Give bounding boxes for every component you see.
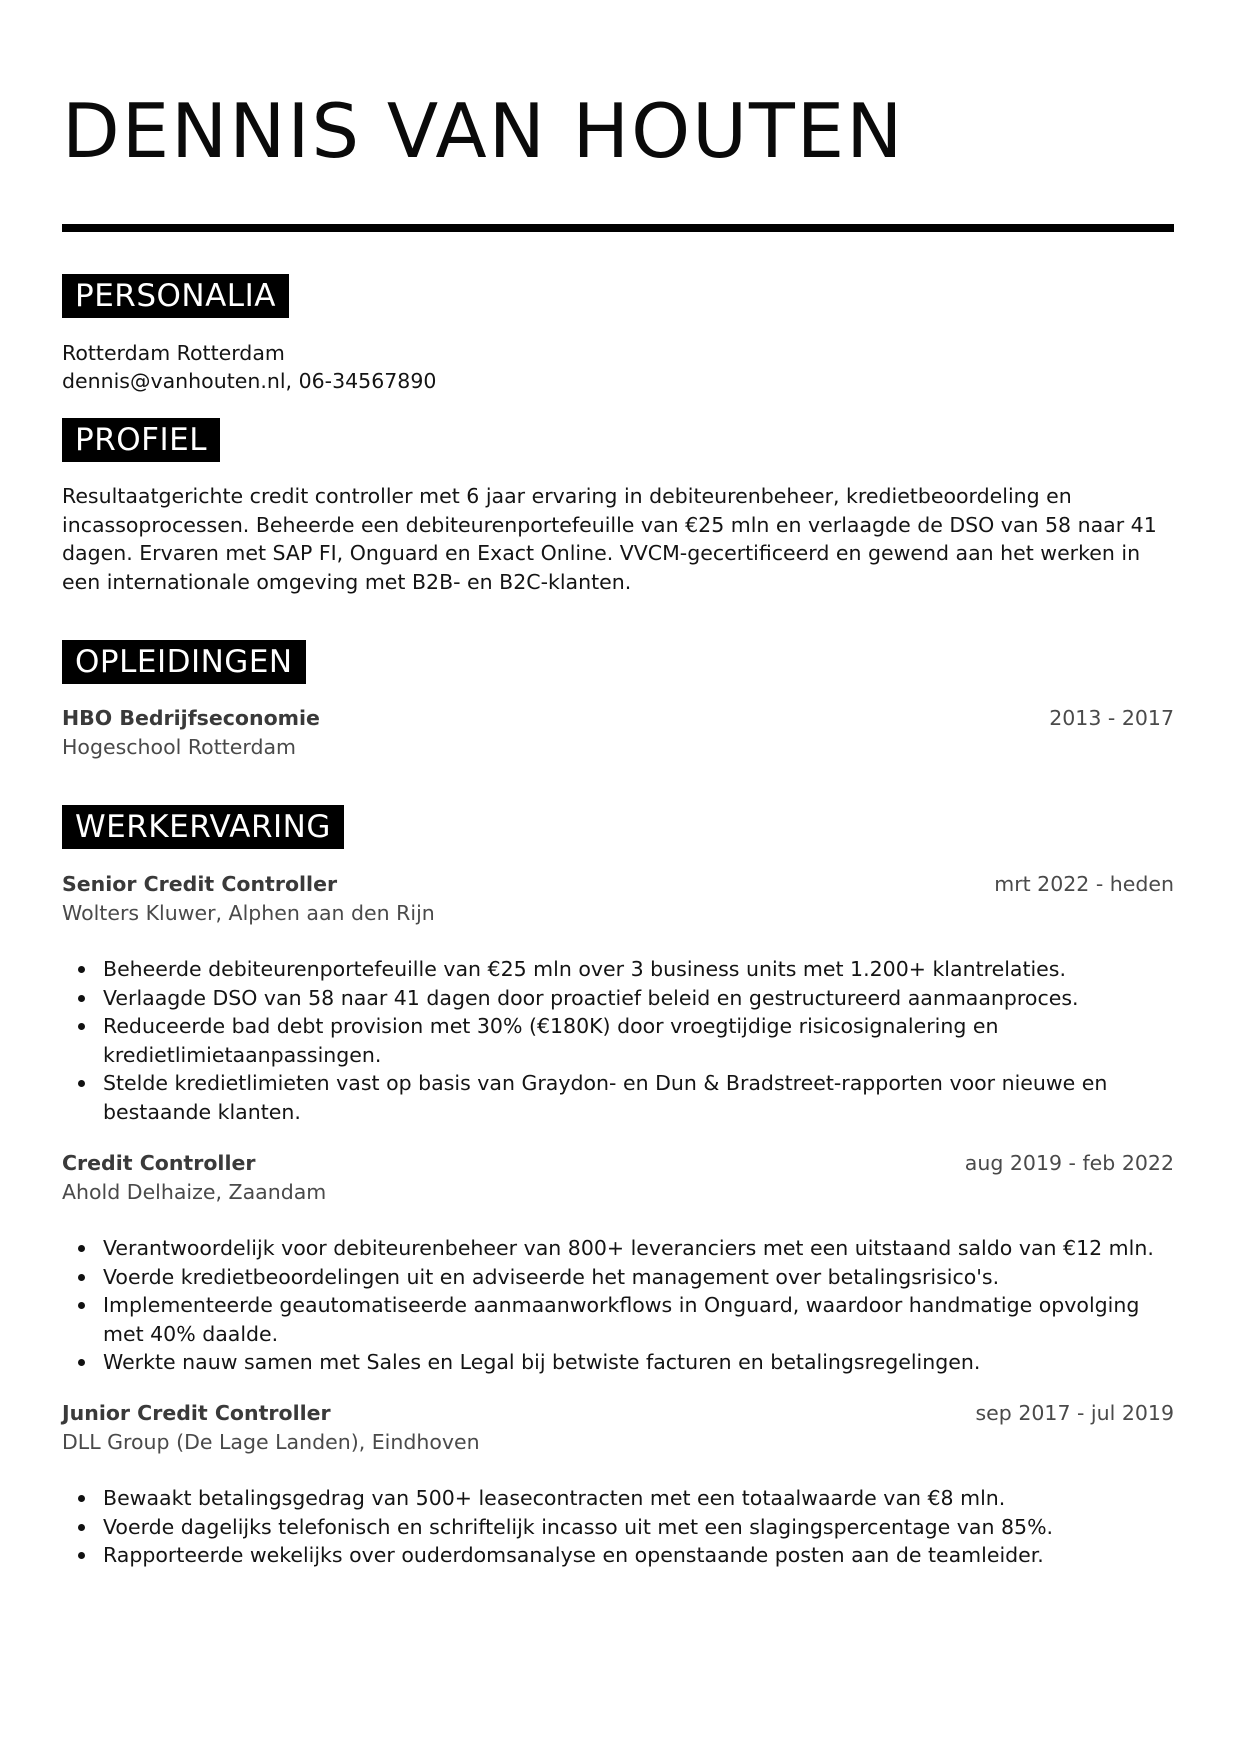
bullet-dot-icon	[78, 1080, 85, 1087]
job-bullet: Verlaagde DSO van 58 naar 41 dagen door proactief beleid en gestructureerd aanmaanproces.	[62, 984, 1180, 1013]
job-bullet: Verantwoordelijk voor debiteurenbeheer van 800+ leveranciers met een uitstaand saldo van €12 mln.	[62, 1234, 1180, 1263]
job-bullet: Reduceerde bad debt provision met 30% (€180K) door vroegtijdige risicosignalering en kredietlimietaanpassingen.	[62, 1012, 1180, 1069]
job-company: DLL Group (De Lage Landen), Eindhoven	[62, 1430, 480, 1454]
section-heading-personalia: PERSONALIA	[62, 274, 289, 318]
job-title: Credit Controller	[62, 1151, 256, 1175]
bullet-dot-icon	[78, 1245, 85, 1252]
bullet-dot-icon	[78, 1524, 85, 1531]
job-bullet-list	[62, 1234, 1180, 1377]
job-period: sep 2017 - jul 2019	[975, 1401, 1174, 1425]
bullet-dot-icon	[78, 1302, 85, 1309]
bullet-dot-icon	[78, 995, 85, 1002]
bullet-dot-icon	[78, 1359, 85, 1366]
bullet-dot-icon	[78, 966, 85, 973]
job-company: Ahold Delhaize, Zaandam	[62, 1180, 327, 1204]
job-bullet: Beheerde debiteurenportefeuille van €25 mln over 3 business units met 1.200+ klantrelaties.	[62, 955, 1180, 984]
candidate-name: DENNIS VAN HOUTEN	[62, 87, 905, 175]
job-bullet: Werkte nauw samen met Sales en Legal bij betwiste facturen en betalingsregelingen.	[62, 1348, 1180, 1377]
job-bullet-list	[62, 955, 1180, 1126]
job-bullet: Voerde dagelijks telefonisch en schriftelijk incasso uit met een slagingspercentage van 85%.	[62, 1513, 1180, 1542]
education-period: 2013 - 2017	[1049, 706, 1174, 730]
bullet-dot-icon	[78, 1495, 85, 1502]
bullet-dot-icon	[78, 1274, 85, 1281]
education-title: HBO Bedrijfseconomie	[62, 706, 320, 730]
job-bullet: Rapporteerde wekelijks over ouderdomsanalyse en openstaande posten aan de teamleider.	[62, 1541, 1180, 1570]
job-period: mrt 2022 - heden	[994, 872, 1174, 896]
section-heading-opleidingen: OPLEIDINGEN	[62, 640, 306, 684]
header-divider	[62, 224, 1174, 232]
job-bullet: Implementeerde geautomatiseerde aanmaanworkflows in Onguard, waardoor handmatige opvolging met 40% daalde.	[62, 1291, 1180, 1348]
section-heading-profiel: PROFIEL	[62, 418, 220, 462]
bullet-dot-icon	[78, 1023, 85, 1030]
education-institution: Hogeschool Rotterdam	[62, 735, 296, 759]
profiel-text: Resultaatgerichte credit controller met 6 jaar ervaring in debiteurenbeheer, kredietbeoordeling en incassoprocessen. Beheerde een debiteurenportefeuille van €25 mln en verlaagde de DSO van 58 naar 41 dagen. Ervaren met SAP FI, Onguard en Exact Online. VVCM-gecertificeerd en gewend aan het werken in een internationale omgeving met B2B- en B2C-klanten.	[62, 484, 1157, 594]
job-title: Junior Credit Controller	[62, 1401, 331, 1425]
job-bullet: Voerde kredietbeoordelingen uit en adviseerde het management over betalingsrisico's.	[62, 1263, 1180, 1292]
job-bullet: Bewaakt betalingsgedrag van 500+ leasecontracten met een totaalwaarde van €8 mln.	[62, 1484, 1180, 1513]
section-heading-werkervaring: WERKERVARING	[62, 805, 344, 849]
job-company: Wolters Kluwer, Alphen aan den Rijn	[62, 901, 435, 925]
job-bullet: Stelde kredietlimieten vast op basis van Graydon- en Dun & Bradstreet-rapporten voor nieuwe en bestaande klanten.	[62, 1069, 1180, 1126]
personalia-contact: dennis@vanhouten.nl, 06-34567890	[62, 369, 437, 393]
personalia-location: Rotterdam Rotterdam	[62, 341, 285, 365]
job-title: Senior Credit Controller	[62, 872, 338, 896]
bullet-dot-icon	[78, 1552, 85, 1559]
job-period: aug 2019 - feb 2022	[964, 1151, 1174, 1175]
job-bullet-list	[62, 1484, 1180, 1570]
